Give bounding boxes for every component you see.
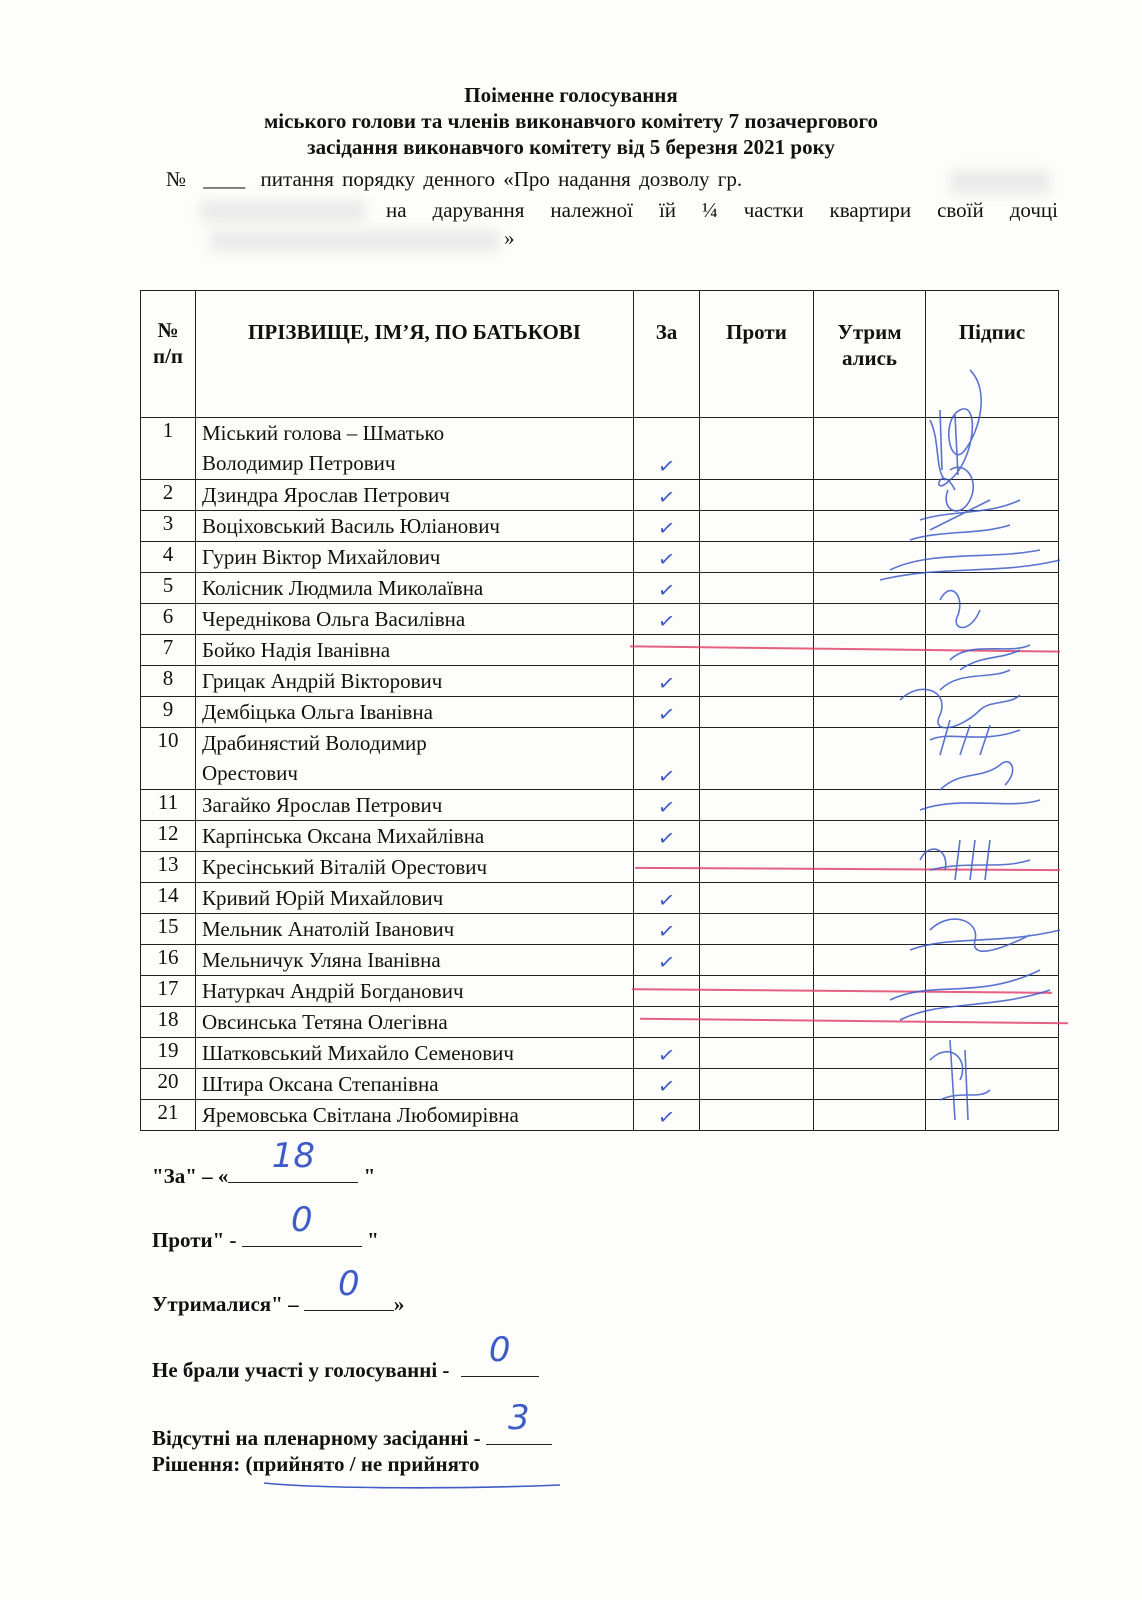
row-name-line: Воціховський Василь Юліанович [202,514,500,538]
row-name-line: Штира Оксана Степанівна [202,1072,439,1096]
row-za-cell [634,1038,700,1069]
row-name-line: Колісник Людмила Миколаївна [202,576,484,600]
row-za-cell [634,914,700,945]
check-mark-icon: ✓ [656,700,677,728]
row-proty-cell [700,1069,814,1100]
row-name [196,666,634,697]
row-proty-cell [700,883,814,914]
row-name [196,1100,634,1131]
summary-utrym-value: 0 [338,1264,360,1304]
row-name-line: Гурин Віктор Михайлович [202,545,441,569]
row-name [196,728,634,790]
row-name-line: Дембіцька Ольга Іванівна [202,700,433,724]
summary-vidsutni [152,1398,552,1451]
check-mark-icon: ✓ [656,576,677,604]
row-name-line: Драбинястий Володимир [202,731,427,755]
check-mark-icon: ✓ [656,948,677,976]
summary-proty [152,1200,379,1253]
row-name [196,914,634,945]
doc-subtitle-line-1: міського голови та членів виконавчого комітету 7 позачергового [263,109,879,133]
row-za-cell [634,1069,700,1100]
question-text-2: на дарування належної їй ¼ частки квартири своїй дочці [386,198,1058,222]
row-name [196,573,634,604]
row-name [196,635,634,666]
check-mark-icon: ✓ [656,607,677,635]
col-header-name: ПРІЗВИЩЕ, ІМ’Я, ПО БАТЬКОВІ [196,291,634,418]
redacted-name-1 [950,170,1050,194]
row-za-cell [634,511,700,542]
redacted-name-2 [200,200,365,222]
row-za-cell [634,883,700,914]
summary-za-blank [228,1136,358,1183]
check-mark-icon: ✓ [656,917,677,945]
row-proty-cell [700,573,814,604]
row-za-cell [634,976,700,1007]
row-number: 8 [141,666,196,697]
row-number: 15 [141,914,196,945]
row-proty-cell [700,945,814,976]
row-proty-cell [700,511,814,542]
summary-ne-brali-blank [461,1330,539,1377]
summary-ne-brali-value: 0 [488,1330,511,1370]
row-number: 14 [141,883,196,914]
row-name-line: Дзиндра Ярослав Петрович [202,483,450,507]
check-mark-icon: ✓ [656,545,677,573]
row-number: 1 [141,418,196,480]
row-name [196,542,634,573]
col-header-utrym: Утрим ались [814,291,926,418]
question-num-prefix: № [166,167,187,191]
row-proty-cell [700,1007,814,1038]
summary-proty-blank [242,1200,362,1247]
summary-za-label: "За" – « [152,1164,229,1188]
row-za-cell [634,728,700,790]
row-name-line: Яремовська Світлана Любомирівна [202,1103,519,1127]
check-mark-icon: ✓ [656,483,677,511]
check-mark-icon: ✓ [656,514,677,542]
handwritten-underline [262,1480,562,1490]
check-mark-icon: ✓ [656,762,677,790]
row-name [196,418,634,480]
row-number: 2 [141,480,196,511]
question-num-blank: ____ [203,167,246,191]
row-proty-cell [700,821,814,852]
row-za-cell [634,573,700,604]
col-header-num: № п/п [141,291,196,418]
row-number: 4 [141,542,196,573]
row-name-line: Загайко Ярослав Петрович [202,793,443,817]
col-header-pidpys: Підпис [926,291,1059,418]
summary-proty-label: Проти" - [152,1228,242,1252]
row-proty-cell [700,604,814,635]
row-za-cell [634,542,700,573]
row-number: 12 [141,821,196,852]
summary-utrym-label: Утрималися" – [152,1292,304,1316]
row-za-cell [634,1100,700,1131]
row-number: 13 [141,852,196,883]
row-proty-cell [700,728,814,790]
row-za-cell [634,635,700,666]
row-number: 18 [141,1007,196,1038]
summary-ne-brali-label: Не брали участі у голосуванні - [152,1358,455,1382]
row-name [196,790,634,821]
row-proty-cell [700,666,814,697]
row-za-cell [634,480,700,511]
row-proty-cell [700,1100,814,1131]
row-name [196,821,634,852]
row-name-line: Мельник Анатолій Іванович [202,917,455,941]
summary-vidsutni-blank [486,1398,552,1445]
row-name-line: Шатковський Михайло Семенович [202,1041,514,1065]
summary-proty-value: 0 [290,1200,313,1240]
row-name-line: Череднікова Ольга Василівна [202,607,466,631]
row-number: 21 [141,1100,196,1131]
row-name-line: Овсинська Тетяна Олегівна [202,1010,448,1034]
row-name [196,511,634,542]
row-za-cell [634,1007,700,1038]
summary-za-value: 18 [271,1136,316,1176]
row-name [196,697,634,728]
check-mark-icon: ✓ [656,1041,677,1069]
row-name-line: Мельничук Уляна Іванівна [202,948,441,972]
row-proty-cell [700,914,814,945]
row-proty-cell [700,1038,814,1069]
row-name [196,976,634,1007]
row-za-cell [634,821,700,852]
row-name [196,604,634,635]
row-proty-cell [700,418,814,480]
row-number: 9 [141,697,196,728]
decision-line: Рішення: (прийнято / не прийнято [152,1452,480,1476]
check-mark-icon: ✓ [656,824,677,852]
row-name-line: Натуркач Андрій Богданович [202,979,464,1003]
redacted-name-3 [210,230,500,252]
col-header-proty: Проти [700,291,814,418]
row-name [196,1007,634,1038]
question-text-3: » [504,226,515,250]
check-mark-icon: ✓ [656,1103,677,1131]
check-mark-icon: ✓ [656,886,677,914]
check-mark-icon: ✓ [656,452,677,480]
row-number: 16 [141,945,196,976]
row-number: 17 [141,976,196,1007]
summary-vidsutni-value: 3 [508,1398,530,1438]
summary-za [152,1136,376,1189]
row-name [196,1038,634,1069]
question-text-1: питання порядку денного «Про надання дозволу гр. [260,167,743,191]
summary-utrym-close: » [393,1292,405,1316]
row-name-line: Кривий Юрій Михайлович [202,886,444,910]
summary-vidsutni-label: Відсутні на пленарному засіданні - [152,1426,486,1450]
row-number: 19 [141,1038,196,1069]
row-proty-cell [700,480,814,511]
row-number: 7 [141,635,196,666]
row-number: 10 [141,728,196,790]
row-number: 11 [141,790,196,821]
summary-utrym-blank [304,1264,394,1311]
row-za-cell [634,666,700,697]
row-za-cell [634,790,700,821]
check-mark-icon: ✓ [656,669,677,697]
check-mark-icon: ✓ [656,1072,677,1100]
row-name [196,1069,634,1100]
row-name-line: Володимир Петрович [202,451,396,475]
question-line-1 [166,166,1058,192]
row-name-line: Грицак Андрій Вікторович [202,669,443,693]
row-za-cell [634,945,700,976]
row-name-line: Бойко Надія Іванівна [202,638,391,662]
row-proty-cell [700,542,814,573]
row-name-line: Міський голова – Шматько [202,421,445,445]
row-name [196,480,634,511]
summary-ne-brali [152,1330,539,1383]
row-za-cell [634,604,700,635]
row-number: 5 [141,573,196,604]
doc-title: Поіменне голосування [464,83,678,107]
row-name [196,883,634,914]
row-name [196,852,634,883]
row-za-cell [634,697,700,728]
row-name-line: Кресінський Віталій Орестович [202,855,488,879]
row-proty-cell [700,790,814,821]
summary-proty-close: " [361,1228,379,1252]
row-number: 20 [141,1069,196,1100]
row-name [196,945,634,976]
row-za-cell [634,418,700,480]
row-name-line: Карпінська Оксана Михайлівна [202,824,485,848]
col-header-za: За [634,291,700,418]
row-number: 6 [141,604,196,635]
doc-subtitle-line-2: засідання виконавчого комітету від 5 березня 2021 року [307,135,835,159]
summary-utrym [152,1264,405,1317]
row-name-line: Орестович [202,761,298,785]
summary-za-close: " [358,1164,376,1188]
check-mark-icon: ✓ [656,793,677,821]
row-proty-cell [700,635,814,666]
row-proty-cell [700,697,814,728]
signatures-scribble [870,360,1070,1140]
row-number: 3 [141,511,196,542]
